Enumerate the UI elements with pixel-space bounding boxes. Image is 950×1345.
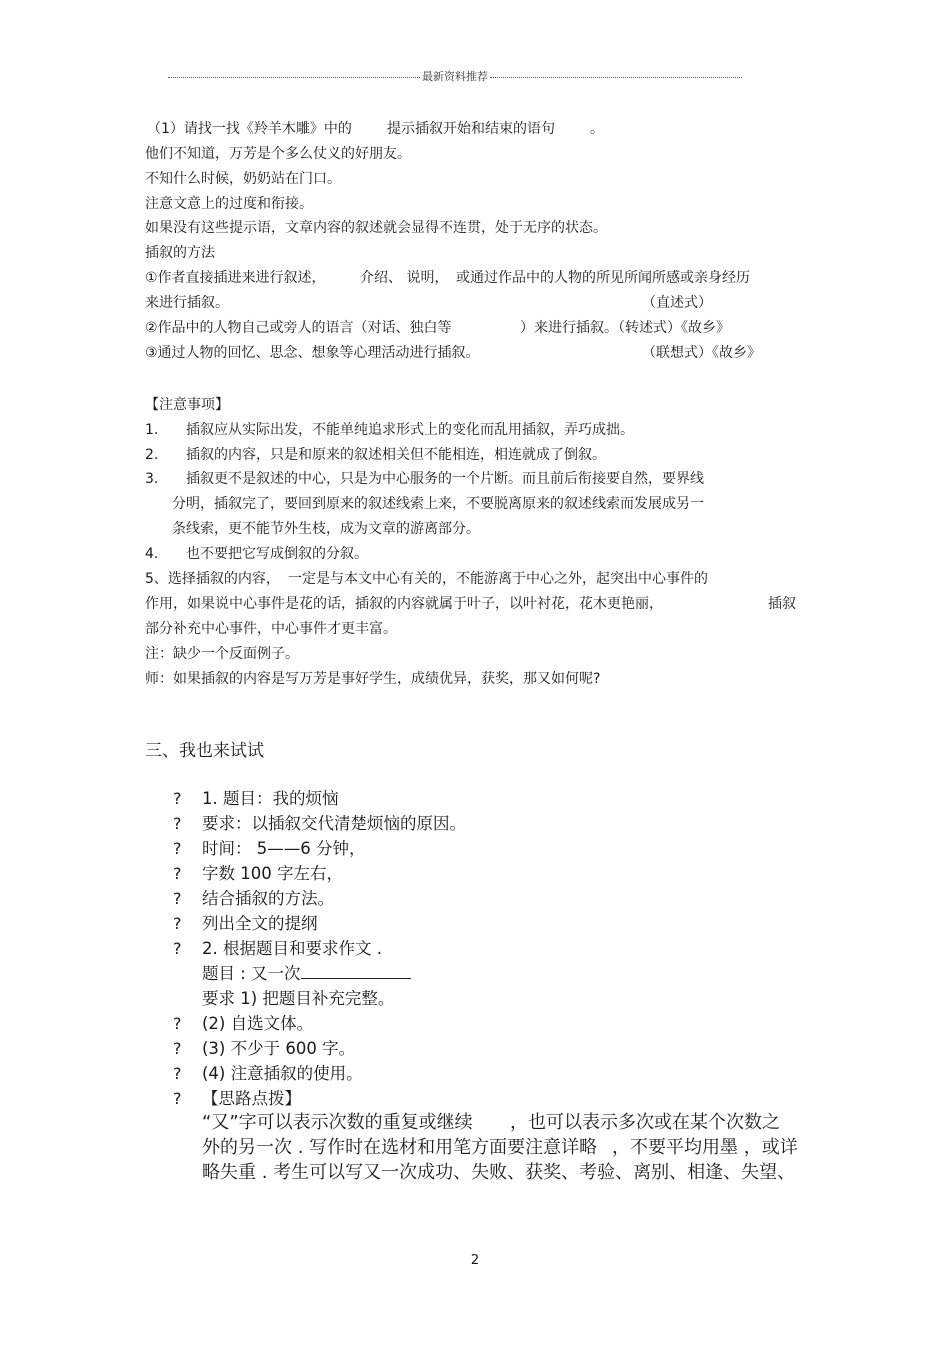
note-5d: 插叙 bbox=[768, 596, 796, 612]
header-dots-right bbox=[490, 77, 742, 78]
method-1a: ①作者直接插进来进行叙述， bbox=[145, 270, 326, 286]
intro-line-1a: （1）请找一找《羚羊木雕》中的 bbox=[147, 121, 352, 137]
bullet-icon: ? bbox=[173, 864, 182, 883]
intro-line-1b: 提示插叙开始和结束的语句 bbox=[387, 121, 555, 137]
note-5a: 5、选择插叙的内容， bbox=[145, 571, 280, 587]
bullet-icon: ? bbox=[173, 939, 182, 958]
exercise-1-outline: 列出全文的提纲 bbox=[202, 914, 318, 933]
note-5e: 部分补充中心事件，中心事件才更丰富。 bbox=[145, 621, 397, 637]
exercise-2-requirement-2: (2) 自选文体。 bbox=[202, 1014, 314, 1033]
exercise-2-topic bbox=[202, 964, 411, 984]
exercise-2-title: 2. 根据题目和要求作文 . bbox=[202, 939, 382, 958]
exercise-2-requirement-4: (4) 注意插叙的使用。 bbox=[202, 1064, 363, 1083]
bullet-icon: ? bbox=[173, 789, 182, 808]
intro-line-2: 他们不知道，万芳是个多么仗义的好朋友。 bbox=[145, 146, 411, 162]
method-3b: （联想式）《故乡》 bbox=[642, 345, 761, 361]
intro-line-3: 不知什么时候，奶奶站在门口。 bbox=[145, 171, 341, 187]
header-label: 最新资料推荐 bbox=[422, 70, 488, 83]
exercise-1-length: 字数 100 字左右， bbox=[202, 864, 343, 883]
hint-title: 【思路点拨】 bbox=[202, 1089, 301, 1108]
method-3a: ③通过人物的回忆、思念、想象等心理活动进行插叙。 bbox=[145, 345, 480, 361]
notes-title: 【注意事项】 bbox=[145, 397, 229, 413]
method-2b: ）来进行插叙。（转述式）《故乡》 bbox=[520, 320, 730, 336]
exercise-1-requirement: 要求：以插叙交代清楚烦恼的原因。 bbox=[202, 814, 466, 833]
method-1d: 来进行插叙。 bbox=[145, 295, 229, 311]
note-2-number: 2. bbox=[145, 447, 159, 463]
exercise-1-title: 1. 题目：我的烦恼 bbox=[202, 789, 339, 808]
bullet-icon: ? bbox=[173, 814, 182, 833]
note-4: 也不要把它写成倒叙的分叙。 bbox=[186, 546, 368, 562]
method-1b: 介绍、 说明， bbox=[360, 270, 449, 286]
method-heading: 插叙的方法 bbox=[145, 245, 215, 261]
method-1c: 或通过作品中的人物的所见所闻所感或亲身经历 bbox=[456, 270, 750, 286]
hint-line-2b: ，不要平均用墨 ，或详 bbox=[612, 1137, 798, 1158]
note-5c: 作用，如果说中心事件是花的话，插叙的内容就属于叶子，以叶衬花，花木更艳丽， bbox=[145, 596, 663, 612]
exercise-1-time: 时间： 5——6 分钟， bbox=[202, 839, 366, 858]
exercise-2-requirement-3: (3) 不少于 600 字。 bbox=[202, 1039, 356, 1058]
note-1: 插叙应从实际出发，不能单纯追求形式上的变化而乱用插叙，弄巧成拙。 bbox=[186, 422, 634, 438]
note-3a: 插叙更不是叙述的中心，只是为中心服务的一个片断。而且前后衔接要自然，要界线 bbox=[186, 471, 704, 487]
bullet-icon: ? bbox=[173, 1039, 182, 1058]
bullet-icon: ? bbox=[173, 1014, 182, 1033]
page-number: 2 bbox=[470, 1253, 480, 1268]
exercise-2-topic-text: 题目 : 又一次 bbox=[202, 964, 301, 983]
method-2a: ②作品中的人物自己或旁人的语言（对话、独白等 bbox=[145, 320, 452, 336]
intro-line-5: 如果没有这些提示语，文章内容的叙述就会显得不连贯，处于无序的状态。 bbox=[145, 220, 607, 236]
exercise-1-method: 结合插叙的方法。 bbox=[202, 889, 334, 908]
bullet-icon: ? bbox=[173, 839, 182, 858]
intro-line-1c: 。 bbox=[590, 121, 604, 137]
section-3-title: 三、我也来试试 bbox=[145, 741, 264, 761]
hint-line-1a: “又”字可以表示次数的重复或继续 bbox=[202, 1112, 473, 1133]
teacher-remark: 师：如果插叙的内容是写万芳是事好学生，成绩优异，获奖，那又如何呢? bbox=[145, 671, 601, 687]
bullet-icon: ? bbox=[173, 914, 182, 933]
exercise-2-requirement-1: 要求 1) 把题目补充完整。 bbox=[202, 989, 395, 1008]
note-4-number: 4. bbox=[145, 546, 159, 562]
note-remark: 注：缺少一个反面例子。 bbox=[145, 646, 299, 662]
hint-line-2a: 外的另一次 . 写作时在选材和用笔方面要注意详略 bbox=[202, 1137, 598, 1158]
note-5b: 一定是与本文中心有关的，不能游离于中心之外，起突出中心事件的 bbox=[288, 571, 708, 587]
fill-in-blank bbox=[301, 964, 411, 979]
bullet-icon: ? bbox=[173, 889, 182, 908]
note-3b: 分明，插叙完了，要回到原来的叙述线索上来，不要脱离原来的叙述线索而发展成另一 bbox=[172, 496, 704, 512]
note-2: 插叙的内容，只是和原来的叙述相关但不能相连，相连就成了倒叙。 bbox=[186, 447, 606, 463]
hint-line-3: 略失重 . 考生可以写又一次成功、失败、获奖、考验、离别、相逢、失望、 bbox=[202, 1162, 796, 1183]
note-3c: 条线索，更不能节外生枝，成为文章的游离部分。 bbox=[172, 521, 480, 537]
hint-line-1b: ，也可以表示多次或在某个次数之 bbox=[510, 1112, 780, 1133]
bullet-icon: ? bbox=[173, 1089, 182, 1108]
intro-line-4: 注意文意上的过度和衔接。 bbox=[145, 196, 313, 212]
header-dots-left bbox=[168, 77, 420, 78]
page-header bbox=[168, 68, 742, 84]
note-1-number: 1. bbox=[145, 422, 159, 438]
method-1e: （直述式） bbox=[642, 295, 712, 311]
bullet-icon: ? bbox=[173, 1064, 182, 1083]
note-3-number: 3. bbox=[145, 471, 159, 487]
